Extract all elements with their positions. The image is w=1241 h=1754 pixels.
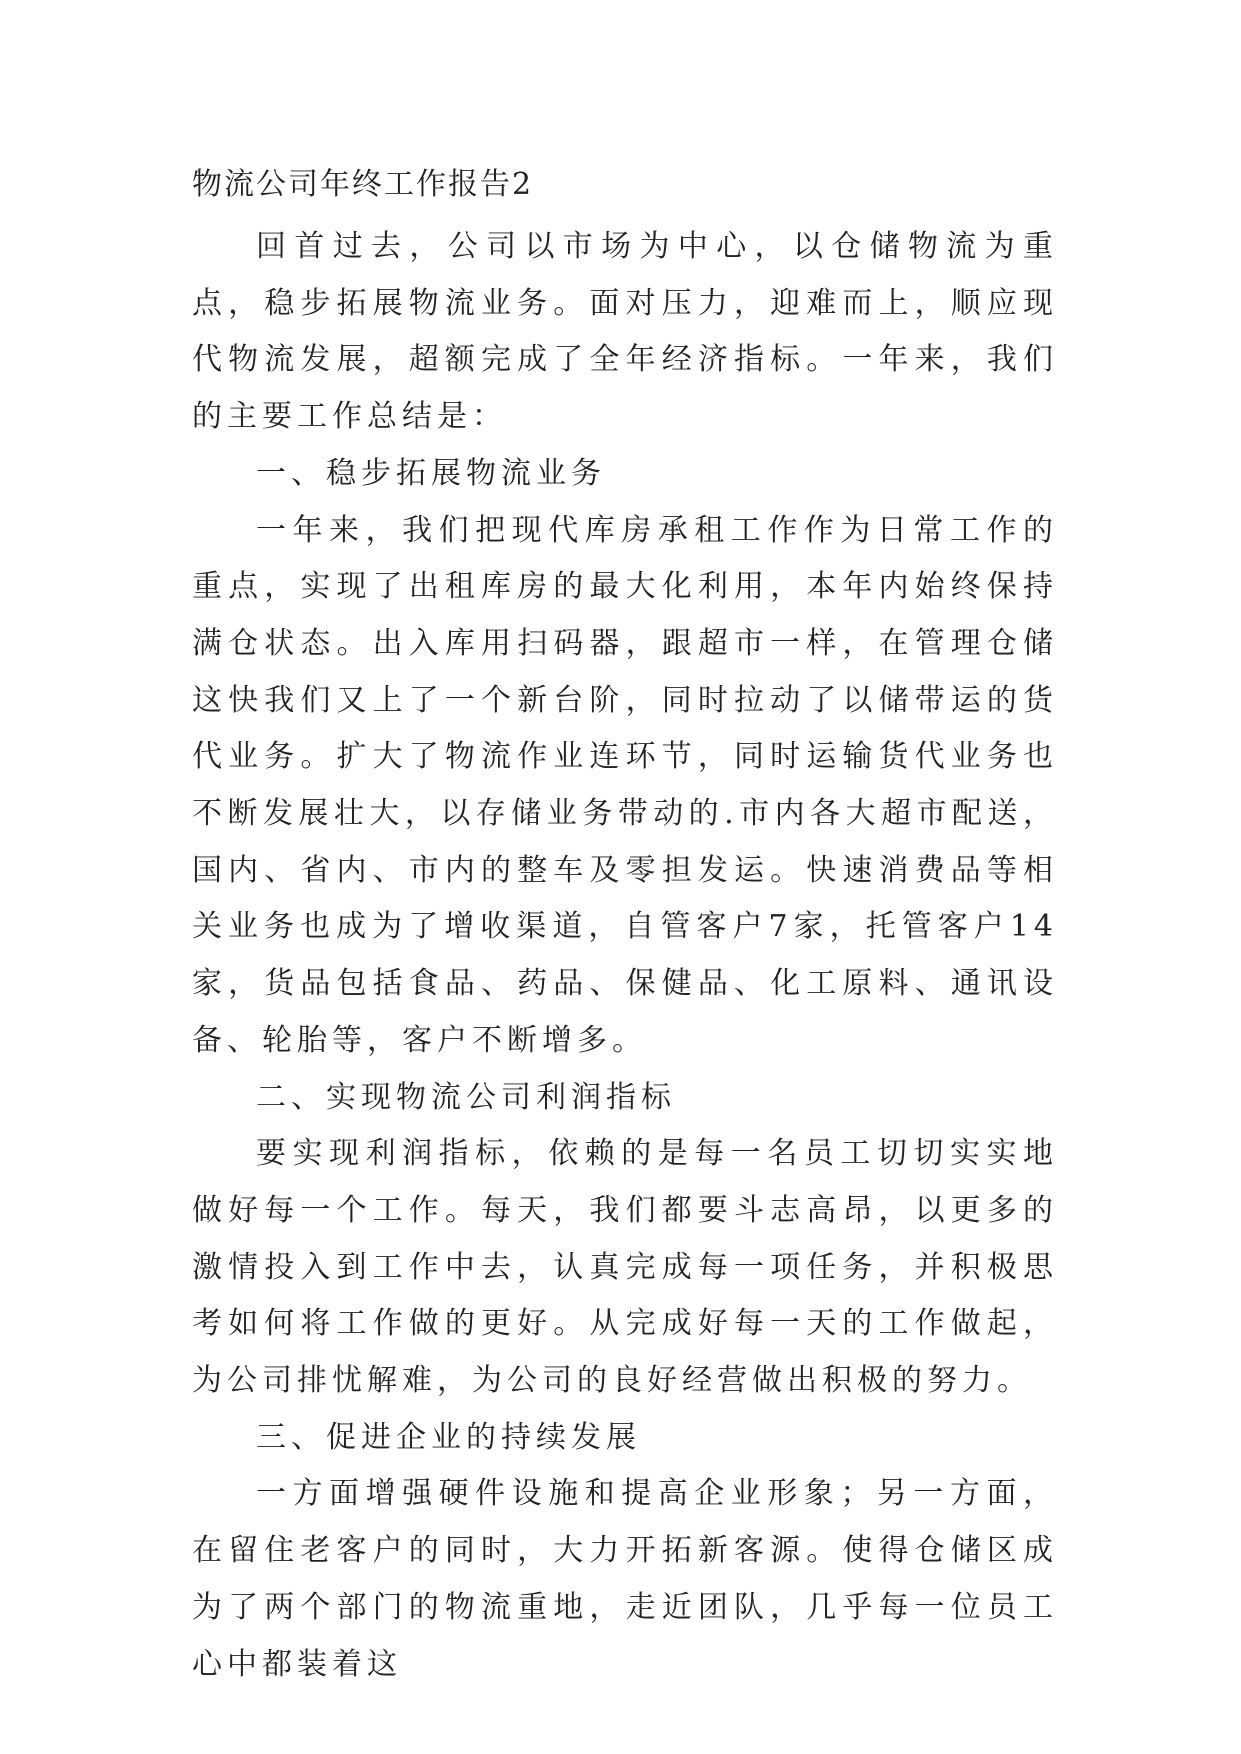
section-2-paragraph: 要实现利润指标，依赖的是每一名员工切切实实地做好每一个工作。每天，我们都要斗志高昂，以更多的激情投入到工作中去，认真完成每一项任务，并积极思考如何将工作做的更好。从完成好每一天的工作做起，为公司排忧解难，为公司的良好经营做出积极的努力。 [192,1136,1058,1399]
document-body [192,219,1058,1693]
section-3-heading: 三、促进企业的持续发展 [256,1419,641,1455]
section-1-heading: 一、稳步拓展物流业务 [256,455,606,491]
section-1-paragraph: 一年来，我们把现代库房承租工作作为日常工作的重点，实现了出租库房的最大化利用，本年内始终保持满仓状态。出入库用扫码器，跟超市一样，在管理仓储这快我们又上了一个新台阶，同时拉动了以储带运的货代业务。扩大了物流作业连环节，同时运输货代业务也不断发展壮大，以存储业务带动的.市内各大超市配送，国内、省内、市内的整车及零担发运。快速消费品等相关业务也成为了增收渠道，自管客户7家，托管客户14家，货品包括食品、药品、保健品、化工原料、通讯设备、轮胎等，客户不断增多。 [192,512,1058,1058]
intro-paragraph: 回首过去，公司以市场为中心，以仓储物流为重点，稳步拓展物流业务。面对压力，迎难而上，顺应现代物流发展，超额完成了全年经济指标。一年来，我们的主要工作总结是： [192,229,1058,435]
document-title: 物流公司年终工作报告2 [192,167,534,202]
section-2-heading: 二、实现物流公司利润指标 [256,1079,676,1115]
section-3-paragraph: 一方面增强硬件设施和提高企业形象；另一方面，在留住老客户的同时，大力开拓新客源。使得仓储区成为了两个部门的物流重地，走近团队，几乎每一位员工心中都装着这 [192,1476,1058,1682]
